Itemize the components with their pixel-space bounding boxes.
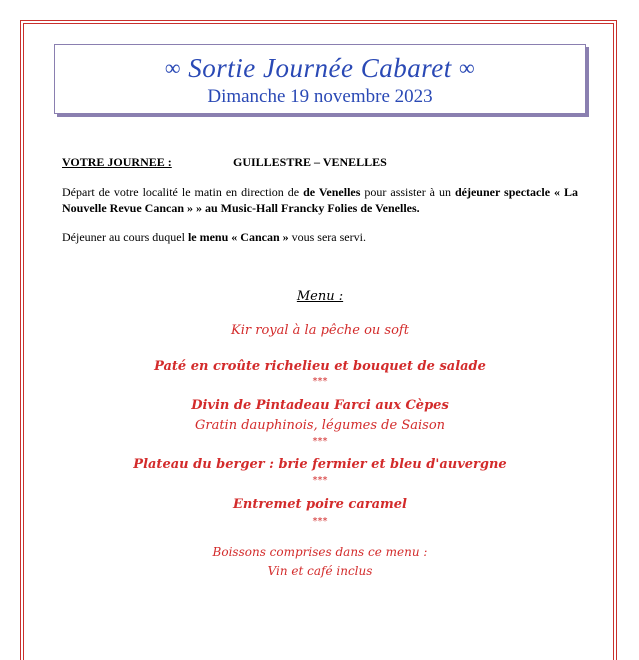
- menu-garniture: Gratin dauphinois, légumes de Saison: [194, 418, 446, 433]
- dejeuner-text-1: Déjeuner au cours duquel: [62, 230, 188, 244]
- event-date: Dimanche 19 novembre 2023: [207, 86, 433, 107]
- journee-row: [62, 154, 578, 170]
- menu-title: Menu :: [296, 289, 344, 304]
- dejeuner-menu-name: le menu « Cancan »: [187, 230, 289, 244]
- journee-route: GUILLESTRE – VENELLES: [233, 155, 387, 169]
- depart-text-1: Départ de votre localité le matin en direction de: [62, 185, 304, 199]
- menu-plat: Divin de Pintadeau Farci aux Cèpes: [191, 398, 449, 413]
- menu-aperitif: Kir royal à la pêche ou soft: [231, 323, 409, 338]
- dejeuner-text-2: vous sera servi.: [288, 230, 366, 244]
- journee-label: VOTRE JOURNEE :: [62, 155, 172, 169]
- ornament-right-icon: ∞: [458, 55, 476, 80]
- title-text: Sortie Journée Cabaret: [188, 53, 452, 83]
- menu-vin: Vin et café inclus: [267, 564, 373, 578]
- menu-separator: ***: [312, 376, 328, 387]
- depart-paragraph: [62, 184, 578, 216]
- depart-text-2: pour assister à un: [360, 185, 455, 199]
- menu-separator: ***: [312, 475, 328, 486]
- title-box: [54, 44, 586, 114]
- dejeuner-paragraph: [62, 229, 578, 245]
- menu-entree: Paté en croûte richelieu et bouquet de salade: [154, 359, 486, 374]
- ornament-left-icon: ∞: [164, 55, 182, 80]
- depart-venelles: de Venelles: [303, 185, 361, 199]
- menu-dessert: Entremet poire caramel: [233, 497, 407, 512]
- menu-boissons: Boissons comprises dans ce menu :: [212, 545, 428, 559]
- menu-separator: ***: [312, 436, 328, 447]
- depart-spectacle: déjeuner spectacle « La Nouvelle Revue Cancan » » au Music-Hall Francky Folies de Venelles.: [62, 185, 578, 215]
- menu-fromage: Plateau du berger : brie fermier et bleu d'auvergne: [133, 457, 507, 472]
- menu-separator: ***: [312, 516, 328, 527]
- page-title: [55, 53, 585, 84]
